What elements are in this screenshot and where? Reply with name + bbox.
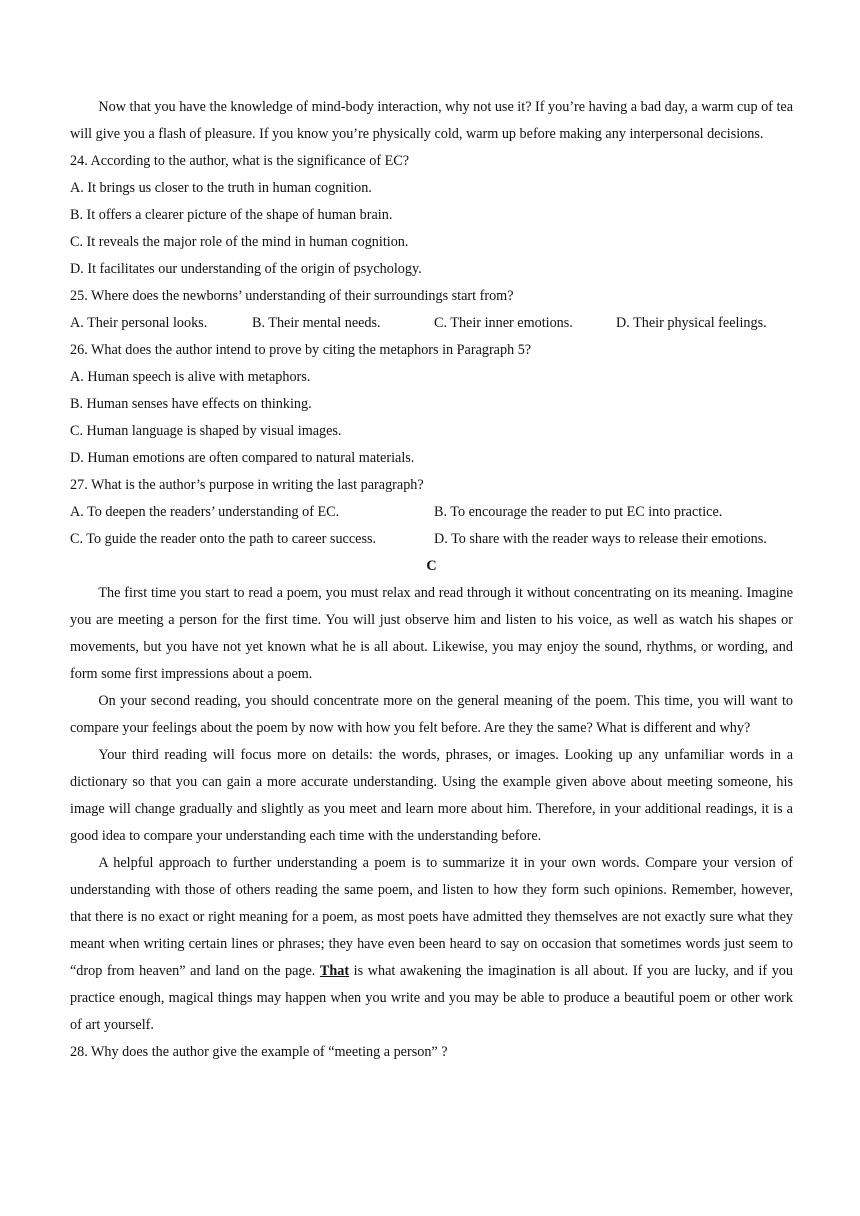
- question-25: [70, 283, 793, 337]
- option-c: C. Human language is shaped by visual images.: [70, 423, 342, 439]
- section-c-paragraph-3: Your third reading will focus more on details: the words, phrases, or images. Looking up any unfamiliar words in a dictionary so that you can gain a more accurate understanding. Using the example given above about meeting someone, his image will change gradually and slightly as you meet and learn more about him. Therefore, in your additional readings, it is a good idea to compare your understanding each time with the understanding before.: [70, 747, 793, 844]
- paragraph-4-part-1: A helpful approach to further understanding a poem is to summarize it in your own words. Compare your version of understanding with those of others reading the same poem, and listen to how they form such opinions. Remember, however, that there is no exact or right meaning for a poem, as most poets have admitted they themselves are not exactly sure what they meant when writing certain lines or phrases; they have even been heard to say on occasion that sometimes words just seem to “drop from heaven” and land on the page.: [70, 855, 793, 979]
- section-c-heading: C: [426, 558, 437, 574]
- option-a: A. To deepen the readers’ understanding of EC.: [70, 504, 340, 520]
- section-c-paragraph-4: [70, 850, 793, 1039]
- question-27: [70, 472, 793, 553]
- emphasized-word-that: That: [319, 963, 350, 979]
- option-b: B. Human senses have effects on thinking.: [70, 396, 312, 412]
- section-c-paragraph-1: The first time you start to read a poem, you must relax and read through it without concentrating on its meaning. Imagine you are meeting a person for the first time. You will just observe him and listen to his voice, as well as watch his shapes or movements, but you have not yet known what he is all about. Likewise, you may enjoy the sound, rhythms, or wording, and form some first impressions about a poem.: [70, 585, 793, 682]
- question-24: [70, 148, 793, 283]
- question-stem: 25. Where does the newborns’ understanding of their surroundings start from?: [70, 288, 514, 304]
- question-stem: 26. What does the author intend to prove by citing the metaphors in Paragraph 5?: [70, 342, 532, 358]
- option-c: C. Their inner emotions.: [434, 315, 573, 331]
- option-b: B. It offers a clearer picture of the shape of human brain.: [70, 207, 393, 223]
- option-d: D. Their physical feelings.: [616, 315, 767, 331]
- question-26: [70, 337, 793, 472]
- option-d: D. To share with the reader ways to release their emotions.: [434, 531, 767, 547]
- option-a: A. Human speech is alive with metaphors.: [70, 369, 311, 385]
- option-b: B. Their mental needs.: [252, 315, 381, 331]
- options-row-2: [70, 526, 793, 553]
- paragraph-4-part-2: is what awakening the imagination is all about. If you are lucky, and if you practice enough, magical things may happen when you write and you may be able to produce a beautiful poem or other work of art yourself.: [70, 963, 793, 1033]
- question-28-stem: 28. Why does the author give the example of “meeting a person” ?: [70, 1044, 448, 1060]
- option-c: C. It reveals the major role of the mind in human cognition.: [70, 234, 409, 250]
- option-c: C. To guide the reader onto the path to career success.: [70, 531, 377, 547]
- options-row-1: [70, 499, 793, 526]
- option-a: A. It brings us closer to the truth in human cognition.: [70, 180, 372, 196]
- question-stem: 24. According to the author, what is the significance of EC?: [70, 153, 410, 169]
- option-b: B. To encourage the reader to put EC into practice.: [434, 504, 723, 520]
- option-d: D. It facilitates our understanding of the origin of psychology.: [70, 261, 422, 277]
- options-row: [70, 310, 793, 337]
- exam-page: [70, 94, 793, 1066]
- option-d: D. Human emotions are often compared to natural materials.: [70, 450, 415, 466]
- passage-b-closing-paragraph: Now that you have the knowledge of mind-body interaction, why not use it? If you’re having a bad day, a warm cup of tea will give you a flash of pleasure. If you know you’re physically cold, warm up before making any interpersonal decisions.: [70, 99, 793, 142]
- option-a: A. Their personal looks.: [70, 315, 208, 331]
- question-stem: 27. What is the author’s purpose in writing the last paragraph?: [70, 477, 424, 493]
- section-c-paragraph-2: On your second reading, you should concentrate more on the general meaning of the poem. This time, you will want to compare your feelings about the poem by now with how you felt before. Are they the same? What is different and why?: [70, 693, 793, 736]
